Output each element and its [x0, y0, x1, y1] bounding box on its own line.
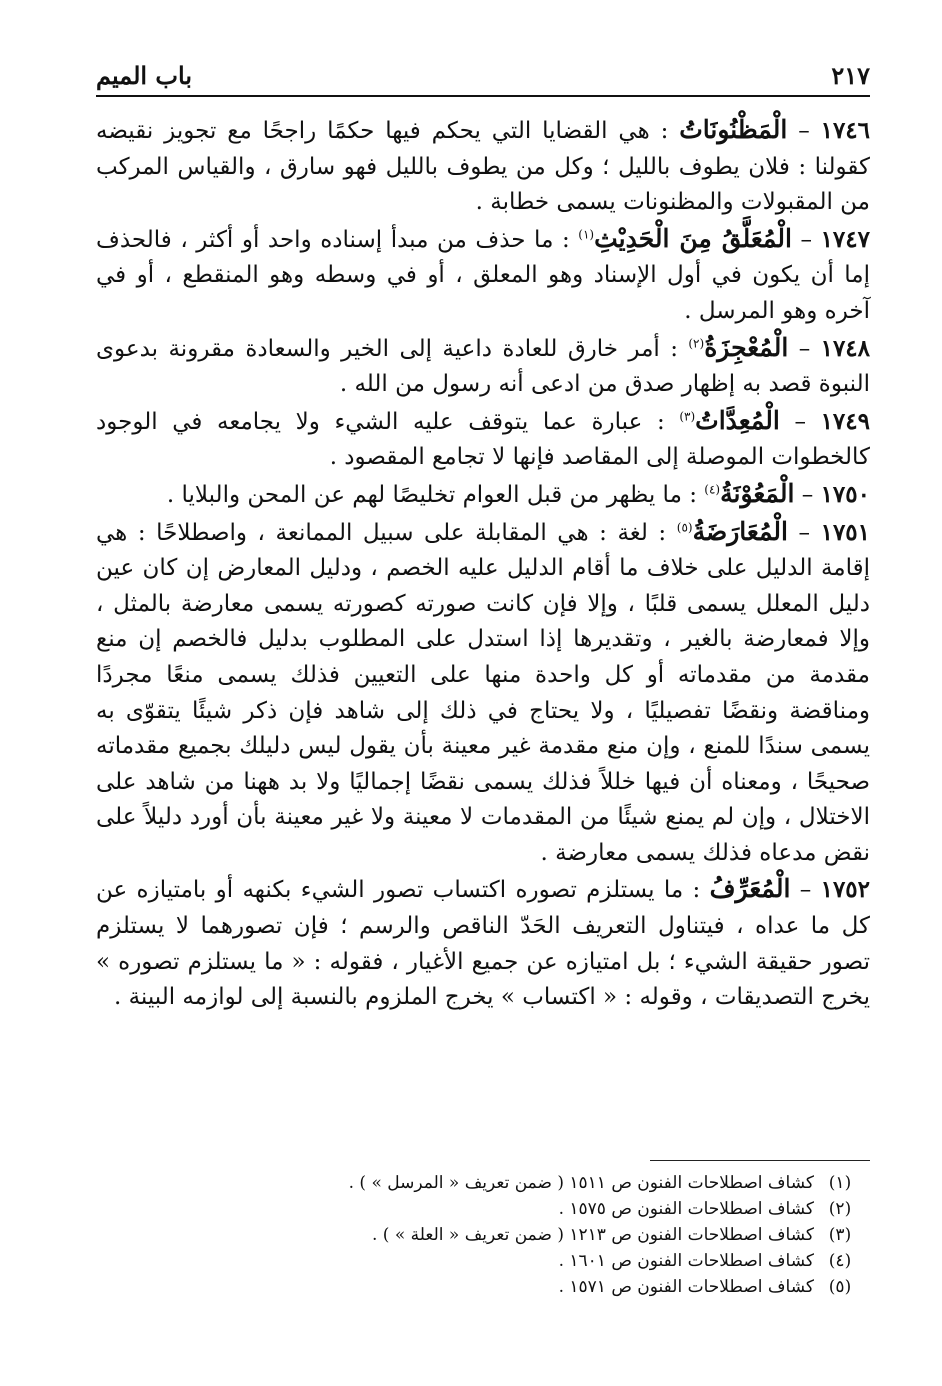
entry-number: ١٧٤٦	[820, 117, 871, 144]
footnote-item	[96, 1248, 856, 1274]
entry-definition: : أمر خارق للعادة داعية إلى الخير والسعادة مقرونة بدعوى النبوة قصد به إظهار صدق من ادعى أنه رسول من الله .	[96, 335, 870, 398]
header-divider	[96, 95, 870, 97]
entry-term: الْمُعِدَّاتُ	[695, 405, 780, 435]
entry-1747: ١٧٤٧ – الْمُعَلَّقُ مِنَ الْحَدِيْثِ$^{(١)}$ : ما حذف من مبدأ إسناده واحد أو أكثر ، فالحذف إما أن يكون في أول الإسناد وهو المعلق ، أو في وسطه وهو المنقطع ، أو في آخره وهو المرسل .	[96, 223, 870, 324]
footnote-text: كشاف اصطلاحات الفنون ص ١٥٧٥ .	[558, 1199, 814, 1219]
page-header	[96, 54, 870, 90]
footnote-mark: (٥)	[828, 1277, 852, 1297]
entry-1751: ١٧٥١ – الْمُعَارَضَةُ$^{(٥)}$ : لغة : هي المقابلة على سبيل الممانعة ، واصطلاحًا : هي إقامة الدليل على خلاف ما أقام الدليل عليه الخصم ، ودليل المعارض إن كان عين دليل المعلل يسمى قلبًا ، وإلا فإن كانت صورته كصورته يسمى معارضة بالمثل ، وإلا فمعارضة بالغير ، وتقديرها إذا استدل على المطلوب بدليل فالخصم إن منع مقدمة من مقدماته أو كل واحدة منها على التعيين فذلك يسمى منعًا مجردًا ومناقضة ونقضًا تفصيليًا ، ولا يحتاج في ذلك إلى شاهد فإن ذكر شيئًا يتقوّى به يسمى سندًا للمنع ، وإن منع مقدمة غير معينة بأن يقول ليس دليلك بجميع مقدماته صحيحًا ، ومعناه أن فيها خللاً فذلك يسمى نقضًا إجماليًا ولا بد ههنا من شاهد على الاختلال ، وإن لم يمنع شيئًا من المقدمات لا معينة ولا غير معينة بأن أورد دليلاً على نقض مدعاه فذلك يسمى معارضة .	[96, 516, 871, 866]
footnote-mark: (١)	[828, 1173, 852, 1193]
footnote-ref: (٣)	[679, 409, 696, 424]
entry-number: ١٧٥٢	[820, 876, 871, 904]
footnote-item	[96, 1222, 856, 1248]
footnote-ref: (٢)	[688, 335, 705, 350]
entry-term: الْمُعَلَّقُ مِنَ الْحَدِيْثِ	[594, 223, 792, 253]
footnote-item	[96, 1274, 856, 1300]
footnote-ref: (١)	[578, 227, 595, 242]
entry-definition: : هي القضايا التي يحكم فيها حكمًا راجحًا مع تجويز نقيضه كقولنا : فلان يطوف بالليل ؛ وكل من يطوف بالليل فهو سارق ، والقياس المركب من المقبولات والمظنونات يسمى خطابة .	[96, 118, 870, 216]
entry-term: الْمَعُوْنَةُ	[720, 478, 795, 508]
footnote-ref: (٤)	[704, 482, 721, 497]
footnote-text: كشاف اصطلاحات الفنون ص ١٦٠١ .	[558, 1251, 814, 1271]
footnote-item	[96, 1170, 856, 1196]
footnote-item	[96, 1196, 856, 1222]
entry-number: ١٧٥١	[820, 518, 871, 546]
entry-definition: : لغة : هي المقابلة على سبيل الممانعة ، واصطلاحًا : هي إقامة الدليل على خلاف ما أقام الدليل عليه الخصم ، ودليل المعارض إن كان عين دليل المعلل يسمى قلبًا ، وإلا فإن كانت صورته كصورته يسمى معارضة بالمثل ، وإلا فمعارضة بالغير ، وتقديرها إذا استدل على المطلوب بدليل فالخصم إن منع مقدمة من مقدماته أو كل واحدة منها على التعيين فذلك يسمى منعًا مجردًا ومناقضة ونقضًا تفصيليًا ، ولا يحتاج في ذلك إلى شاهد فإن ذكر شيئًا يتقوّى به يسمى سندًا للمنع ، وإن منع مقدمة غير معينة بأن يقول ليس دليلك بجميع مقدماته صحيحًا ، ومعناه أن فيها خللاً فذلك يسمى نقضًا إجماليًا ولا بد ههنا من شاهد على الاختلال ، وإن لم يمنع شيئًا من المقدمات لا معينة ولا غير معينة بأن أورد دليلاً على نقض مدعاه فذلك يسمى معارضة .	[96, 519, 870, 866]
entry-number: ١٧٤٧	[820, 225, 870, 253]
chapter-title: باب الميم	[96, 61, 193, 90]
footnote-mark: (٣)	[828, 1225, 852, 1245]
footnote-mark: (٢)	[828, 1199, 852, 1219]
page-number: ٢١٧	[831, 61, 870, 90]
entry-number: ١٧٥٠	[820, 480, 870, 508]
footnote-text: كشاف اصطلاحات الفنون ص ١٥٧١ .	[558, 1277, 814, 1297]
entry-definition: : ما يظهر من قبل العوام تخليصًا لهم عن المحن والبلايا .	[166, 481, 697, 508]
entry-number: ١٧٤٨	[820, 334, 871, 362]
entry-1750: ١٧٥٠ – الْمَعُوْنَةُ$^{(٤)}$ : ما يظهر من قبل العوام تخليصًا لهم عن المحن والبلايا .	[166, 478, 870, 508]
footnote-ref: (٥)	[676, 519, 693, 534]
footnote-divider	[650, 1160, 870, 1161]
entry-term: الْمَظْنُونَاتُ	[679, 115, 788, 144]
entry-definition: : ما حذف من مبدأ إسناده واحد أو أكثر ، فالحذف إما أن يكون في أول الإسناد وهو المعلق ، أو في وسطه وهو المنقطع ، أو في آخره وهو المرسل .	[96, 226, 870, 324]
entry-term: الْمُعَرِّفُ	[709, 874, 791, 904]
entry-definition: : ما يستلزم تصوره اكتساب تصور الشيء بكنهه أو بامتيازه عن كل ما عداه ، فيتناول التعريف الحَدّ الناقص والرسم ؛ فإن تصورهما لا يستلزم تصور حقيقة الشيء ؛ بل امتيازه عن جميع الأغيار ، فقوله : « ما يستلزم تصوره » يخرج التصديقات ، وقوله : « اكتساب » يخرج الملزوم بالنسبة إلى لوازمه البينة .	[96, 877, 870, 1011]
entry-definition: : عبارة عما يتوقف عليه الشيء ولا يجامعه في الوجود كالخطوات الموصلة إلى المقاصد فإنها لا تجامع المقصود .	[96, 408, 870, 471]
footnote-text: كشاف اصطلاحات الفنون ص ١٢١٣ ( ضمن تعريف « العلة » ) .	[371, 1225, 814, 1245]
entry-1749: ١٧٤٩ – الْمُعِدَّاتُ$^{(٣)}$ : عبارة عما يتوقف عليه الشيء ولا يجامعه في الوجود كالخطوات الموصلة إلى المقاصد فإنها لا تجامع المقصود .	[96, 405, 870, 471]
entry-1752: ١٧٥٢ – الْمُعَرِّفُ : ما يستلزم تصوره اكتساب تصور الشيء بكنهه أو بامتيازه عن كل ما عداه ، فيتناول التعريف الحَدّ الناقص والرسم ؛ فإن تصورهما لا يستلزم تصور حقيقة الشيء ؛ بل امتيازه عن جميع الأغيار ، فقوله : « ما يستلزم تصوره » يخرج التصديقات ، وقوله : « اكتساب » يخرج الملزوم بالنسبة إلى لوازمه البينة .	[96, 874, 871, 1011]
entry-1748: ١٧٤٨ – الْمُعْجِزَةُ$^{(٢)}$ : أمر خارق للعادة داعية إلى الخير والسعادة مقرونة بدعوى النبوة قصد به إظهار صدق من ادعى أنه رسول من الله .	[96, 332, 871, 398]
entry-1746: ١٧٤٦ – الْمَظْنُونَاتُ : هي القضايا التي يحكم فيها حكمًا راجحًا مع تجويز نقيضه كقولنا : فلان يطوف بالليل ؛ وكل من يطوف بالليل فهو سارق ، والقياس المركب من المقبولات والمظنونات يسمى خطابة .	[96, 115, 871, 216]
footnote-mark: (٤)	[828, 1251, 852, 1271]
entry-term: الْمُعْجِزَةُ	[704, 332, 789, 362]
footnotes	[96, 1170, 856, 1300]
entry-term: الْمُعَارَضَةُ	[692, 516, 788, 546]
main-text	[96, 112, 870, 1016]
footnote-text: كشاف اصطلاحات الفنون ص ١٥١١ ( ضمن تعريف « المرسل » ) .	[348, 1173, 814, 1193]
entry-number: ١٧٤٩	[820, 407, 870, 435]
